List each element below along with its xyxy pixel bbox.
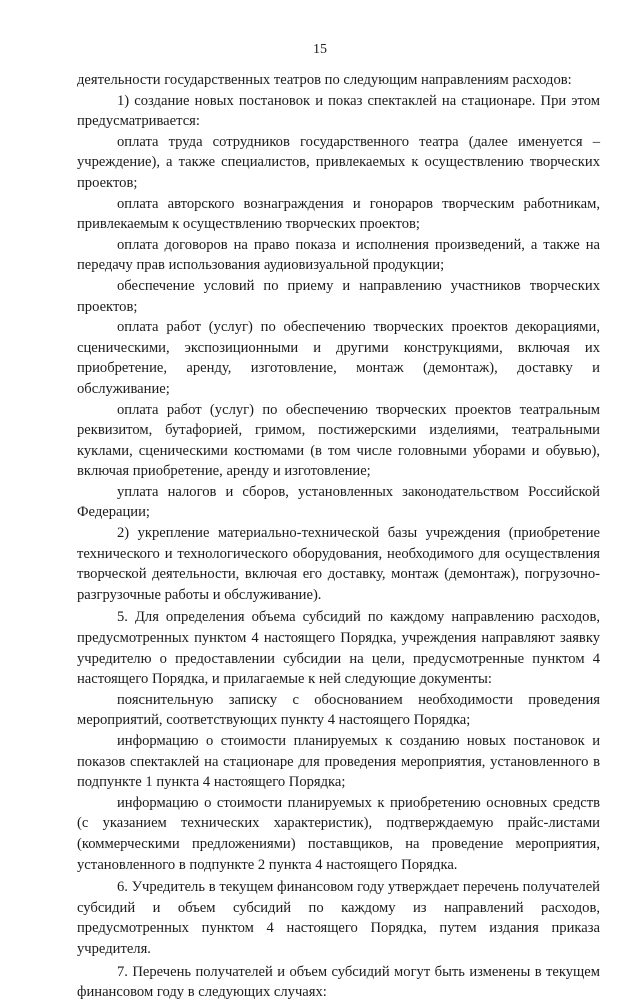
document-body [77,70,600,1003]
paragraph: оплата работ (услуг) по обеспечению творческих проектов декорациями, сценическими, экспозиционными и другими конструкциями, включая их приобретение, аренду, изготовление, монтаж (демонтаж), доставку и обслуживание; [77,319,600,397]
paragraph: пояснительную записку с обоснованием необходимости проведения мероприятий, соответствующих пункту 4 настоящего Порядка; [77,691,600,729]
paragraph: оплата договоров на право показа и исполнения произведений, а также на передачу прав использования аудиовизуальной продукции; [77,236,600,274]
paragraph: оплата работ (услуг) по обеспечению творческих проектов театральным реквизитом, бутафорией, гримом, постижерскими изделиями, театральными куклами, сценическими костюмами (в том числе головными уборами и обувью), включая приобретение, аренду и изготовление; [77,401,600,480]
paragraph: обеспечение условий по приему и направлению участников творческих проектов; [77,277,600,315]
paragraph: 1) создание новых постановок и показ спектаклей на стационаре. При этом предусматривается: [77,92,600,130]
paragraph: уплата налогов и сборов, установленных законодательством Российской Федерации; [77,483,600,521]
paragraph: информацию о стоимости планируемых к созданию новых постановок и показов спектаклей на стационаре для проведения мероприятия, установленного в подпункте 1 пункта 4 настоящего Порядка; [77,733,600,791]
page-number: 15 [313,42,327,57]
paragraph: 6. Учредитель в текущем финансовом году утверждает перечень получателей субсидий и объем субсидий по каждому из направлений расходов, предусмотренных пунктом 4 настоящего Порядка, путем издания приказа учредителя. [77,879,600,957]
paragraph: деятельности государственных театров по следующим направлениям расходов: [77,72,572,88]
paragraph: 7. Перечень получателей и объем субсидий могут быть изменены в текущем финансовом году в следующих случаях: [77,963,600,1001]
paragraph: 2) укрепление материально-технической базы учреждения (приобретение технического и технологического оборудования, необходимого для осуществления творческой деятельности, включая его доставку, монтаж (демонтаж), погрузочно-разгрузочные работы и обслуживание). [77,525,600,603]
paragraph: информацию о стоимости планируемых к приобретению основных средств (с указанием технических характеристик), подтверждаемую прайс-листами (коммерческими предложениями) поставщиков, на проведение мероприятия, установленного в подпункте 2 пункта 4 настоящего Порядка. [77,794,600,873]
paragraph: 5. Для определения объема субсидий по каждому направлению расходов, предусмотренных пунктом 4 настоящего Порядка, учреждения направляют заявку учредителю о предоставлении субсидии на цели, предусмотренные пунктом 4 настоящего Порядка, и прилагаемые к ней следующие документы: [77,609,600,688]
paragraph: оплата труда сотрудников государственного театра (далее именуется – учреждение), а также специалистов, привлекаемых к осуществлению творческих проектов; [77,133,600,191]
paragraph: оплата авторского вознаграждения и гонораров творческим работникам, привлекаемым к осуществлению творческих проектов; [77,195,600,233]
